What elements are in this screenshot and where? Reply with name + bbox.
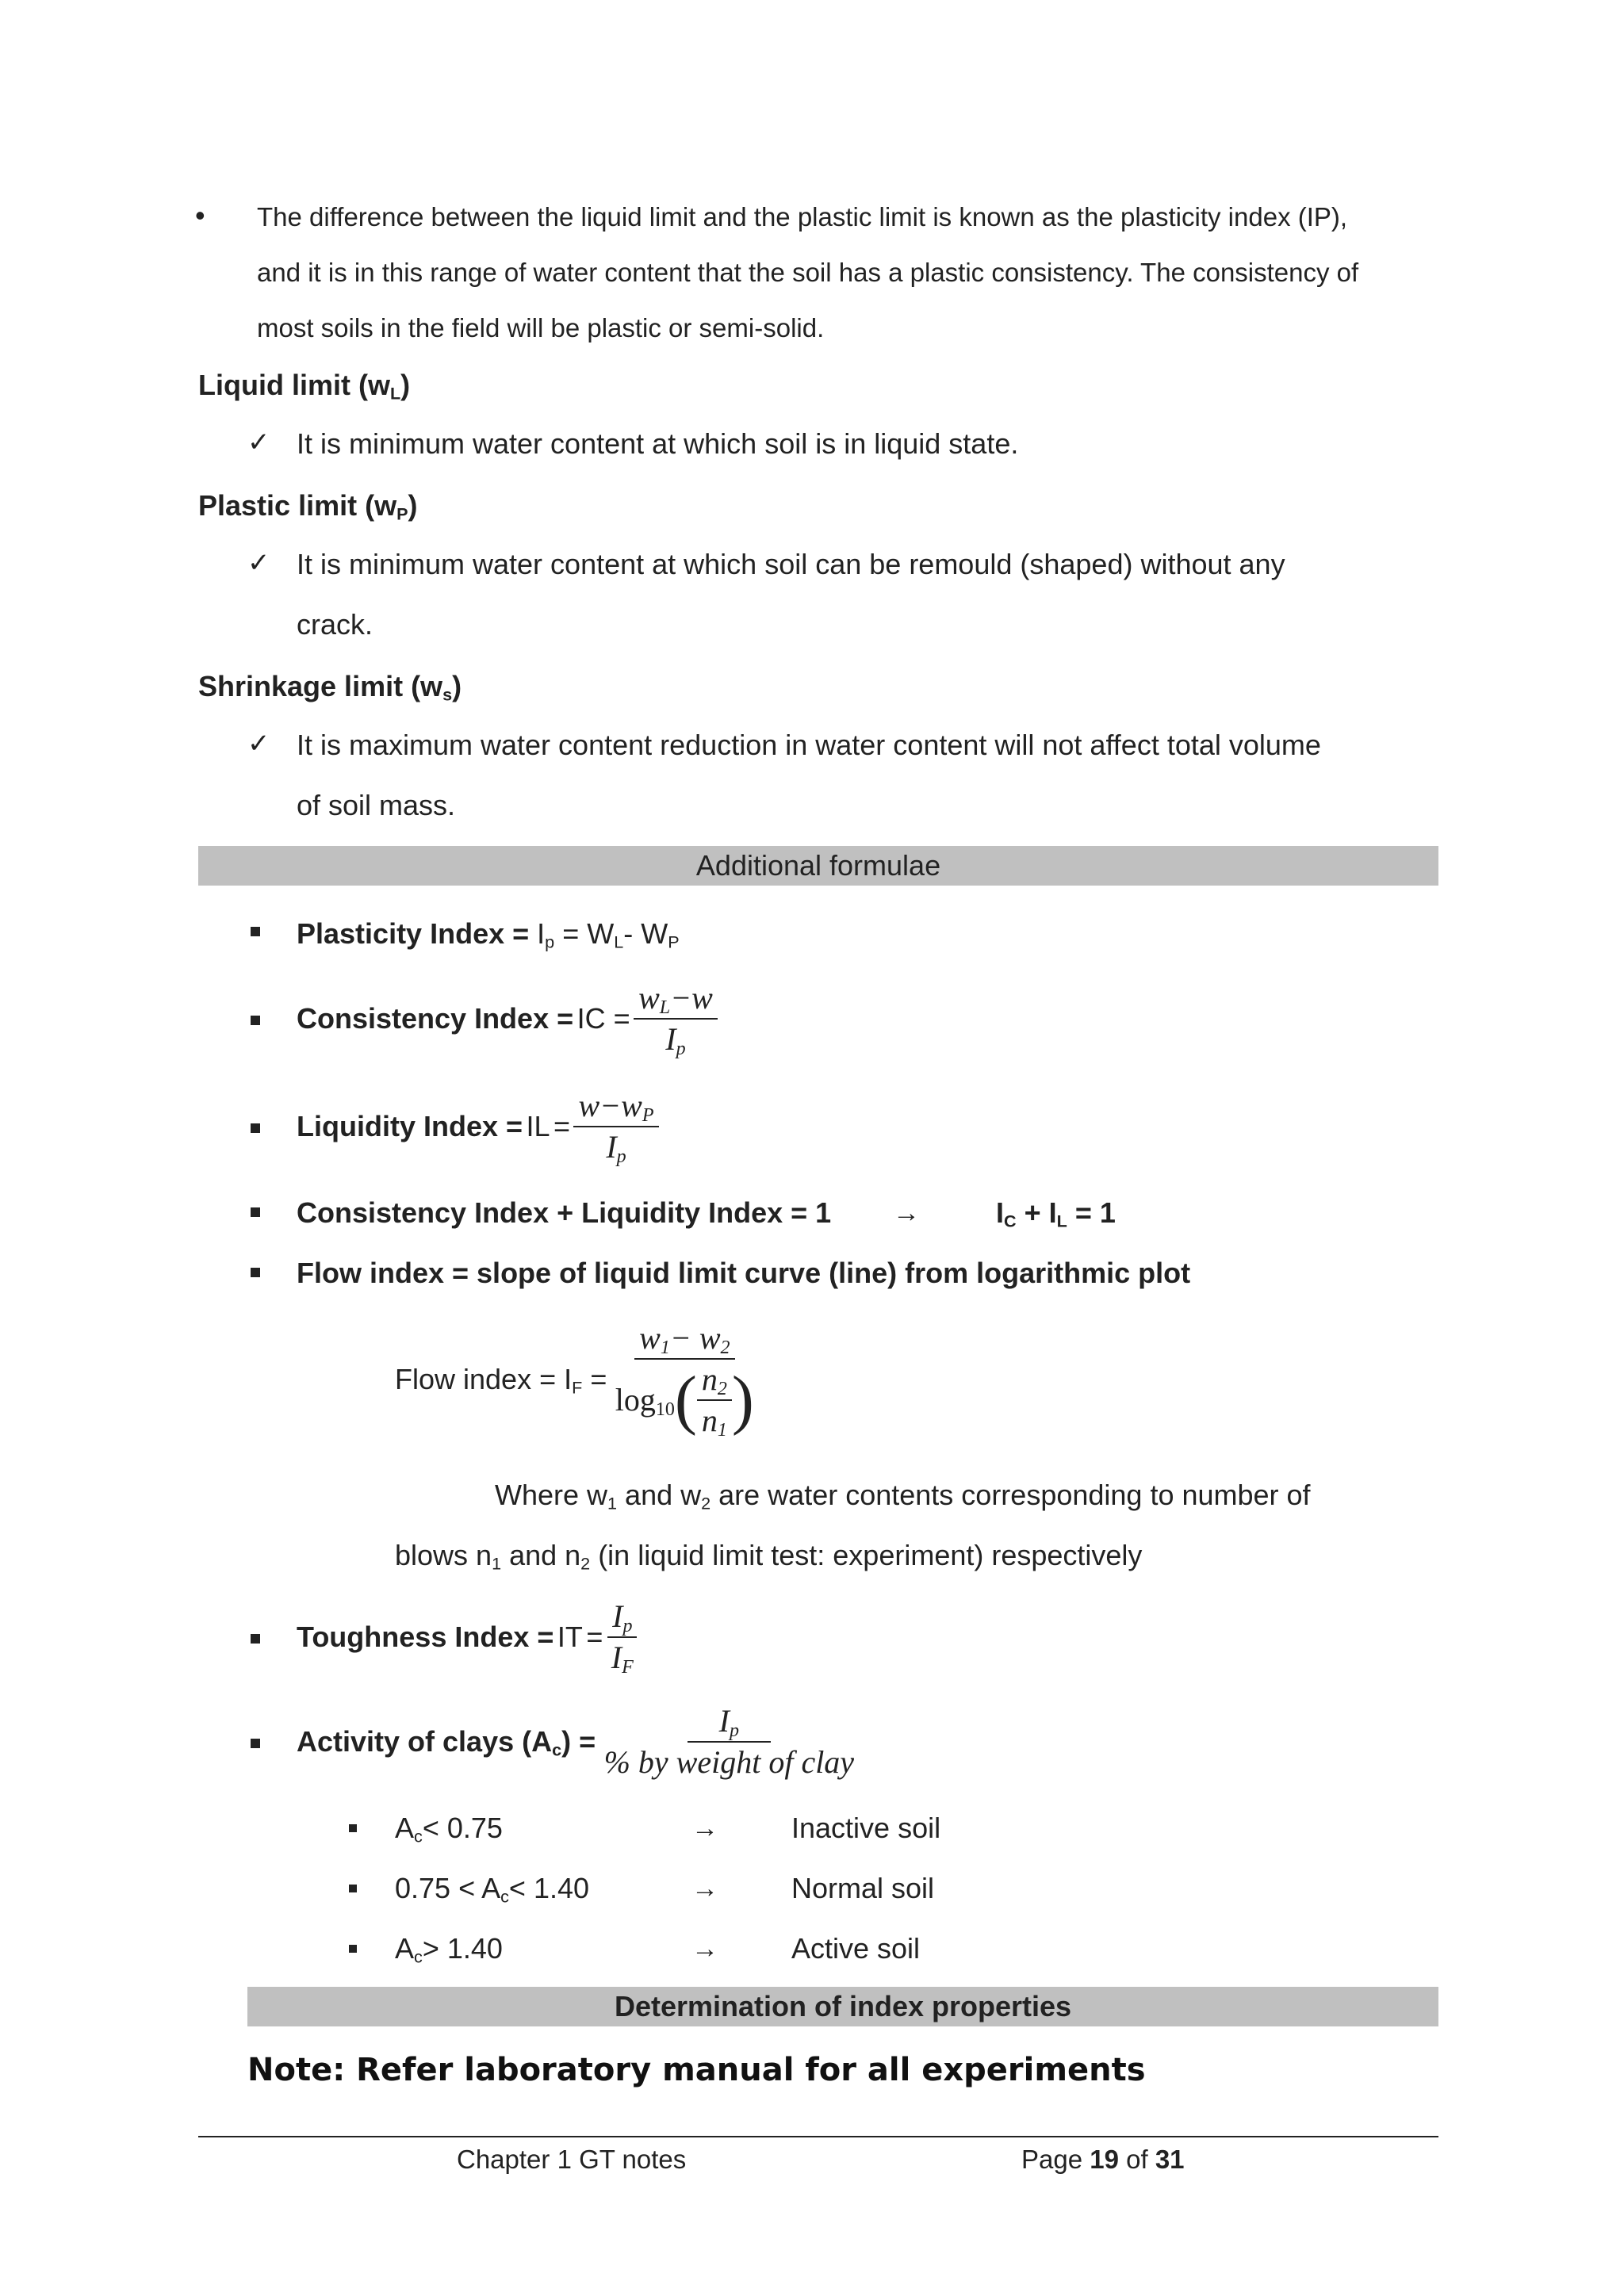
footer-chapter-title: Chapter 1 GT notes bbox=[457, 2145, 687, 2174]
arrow-right-icon: → bbox=[893, 1198, 920, 1228]
index-sum-label: Consistency Index + Liquidity Index = 1 bbox=[297, 1196, 832, 1229]
footer-page-number: Page 19 of 31 bbox=[1021, 2145, 1185, 2174]
activity-result-inactive: Inactive soil bbox=[791, 1812, 941, 1844]
intro-line-2: and it is in this range of water content that the soil has a plastic consistency. The consistency of bbox=[257, 258, 1359, 287]
activity-condition-inactive: $A_c< 0.75$ bbox=[395, 1812, 503, 1846]
square-bullet-icon bbox=[251, 1123, 260, 1137]
flow-index-where-line-1: Where $w_1$ and $w_2$ are water contents corresponding to number of bbox=[495, 1479, 1311, 1513]
square-bullet-icon bbox=[251, 926, 260, 940]
plastic-limit-heading: Plastic limit $(w_P)$ bbox=[198, 489, 418, 524]
square-bullet-icon bbox=[251, 1207, 260, 1221]
plasticity-index-formula: Plasticity Index = $I_p = W_L-$ $W_P$ bbox=[297, 917, 680, 952]
flow-index-formula: Flow index = $I_F$ = $w_1- w_2$ $\log_{10}$ ( $\frac{n_2}{n_1}$ ) bbox=[395, 1320, 754, 1441]
intro-line-1: The difference between the liquid limit and the plastic limit is known as the plasticity index (IP), bbox=[257, 202, 1348, 232]
footer-divider bbox=[198, 2136, 1438, 2137]
lab-manual-note: Note: Refer laboratory manual for all experiments bbox=[247, 2052, 1146, 2088]
plastic-limit-text-2: crack. bbox=[297, 608, 373, 641]
section-header-index-properties: Determination of index properties bbox=[247, 1987, 1438, 2026]
square-bullet-icon bbox=[251, 1633, 260, 1647]
check-icon: ✓ bbox=[247, 729, 270, 759]
arrow-right-icon: → bbox=[691, 1813, 718, 1843]
shrinkage-limit-text-1: It is maximum water content reduction in water content will not affect total volume bbox=[297, 729, 1321, 761]
plastic-limit-text-1: It is minimum water content at which soil can be remould (shaped) without any bbox=[297, 548, 1285, 580]
liquid-limit-text: It is minimum water content at which soil is in liquid state. bbox=[297, 427, 1019, 460]
flow-index-where-line-2: blows $n_1$ and $n_2$ (in liquid limit test: experiment) respectively bbox=[395, 1539, 1143, 1574]
activity-result-active: Active soil bbox=[791, 1932, 921, 1965]
activity-condition-active: $A_c> 1.40$ bbox=[395, 1932, 503, 1967]
square-bullet-icon bbox=[251, 1738, 260, 1752]
arrow-right-icon: → bbox=[691, 1934, 718, 1964]
consistency-index-formula: Consistency Index = IC = $\frac{w_L-w}{I_p}$ bbox=[297, 975, 718, 1062]
shrinkage-limit-heading: Shrinkage limit $(w_s)$ bbox=[198, 670, 462, 705]
liquidity-index-formula: Liquidity Index = I L = $\frac{w-w_P}{I_p}$ bbox=[297, 1083, 659, 1170]
activity-of-clays-formula: Activity of clays $(A_c)$ = $\frac{I_p}{\text{\% by weight of clay}}$ bbox=[297, 1703, 855, 1780]
liquid-limit-heading: Liquid limit $(w_L)$ bbox=[198, 369, 411, 404]
square-bullet-icon bbox=[251, 1015, 260, 1029]
square-bullet-icon bbox=[349, 1942, 357, 1957]
activity-result-normal: Normal soil bbox=[791, 1872, 935, 1904]
flow-index-definition: Flow index = slope of liquid limit curve (line) from logarithmic plot bbox=[297, 1257, 1191, 1289]
activity-condition-normal: $0.75 < A_c< 1.40$ bbox=[395, 1872, 590, 1907]
check-icon: ✓ bbox=[247, 548, 270, 578]
index-sum-formula: $I_C + I_L = 1$ bbox=[996, 1196, 1116, 1231]
section-header-additional-formulae: Additional formulae bbox=[198, 846, 1438, 886]
square-bullet-icon bbox=[349, 1822, 357, 1836]
check-icon: ✓ bbox=[247, 427, 270, 457]
toughness-index-formula: Toughness Index = I T = $\frac{I_p}{I_F}$ bbox=[297, 1594, 638, 1681]
square-bullet-icon bbox=[251, 1267, 260, 1281]
shrinkage-limit-text-2: of soil mass. bbox=[297, 789, 456, 821]
bullet-dot-icon: • bbox=[195, 199, 205, 232]
intro-line-3: most soils in the field will be plastic or semi-solid. bbox=[257, 313, 825, 342]
square-bullet-icon bbox=[349, 1882, 357, 1896]
arrow-right-icon: → bbox=[691, 1873, 718, 1904]
